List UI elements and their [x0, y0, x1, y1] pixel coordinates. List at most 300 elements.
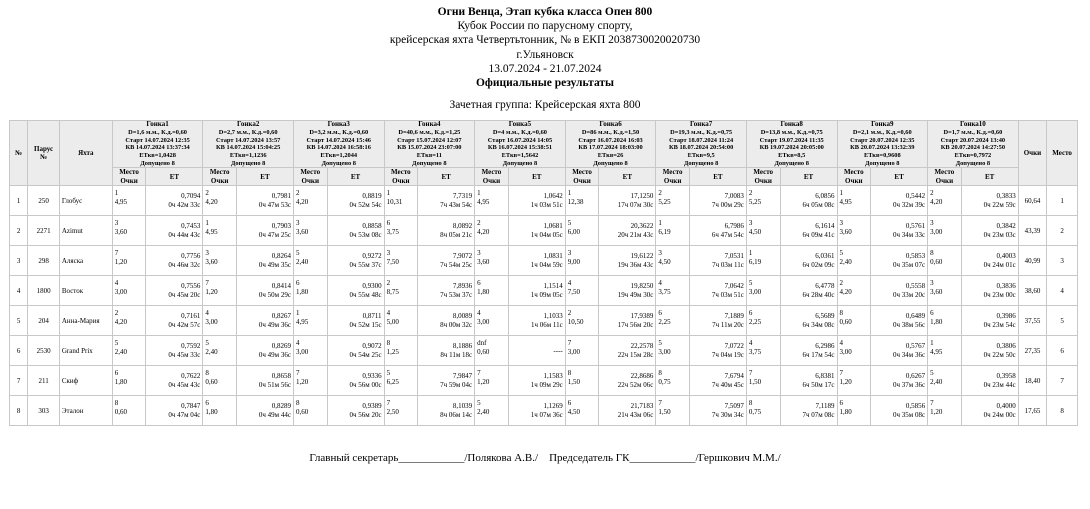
- race-et: [236, 396, 293, 426]
- race-place: 7: [748, 369, 753, 378]
- race-et: [599, 306, 656, 336]
- race-et: [236, 216, 293, 246]
- race-et-value: 1,1514: [543, 282, 563, 291]
- race-place: 5: [839, 249, 843, 258]
- race-points: 1,80: [205, 408, 218, 417]
- race-et-value: 8,1039: [452, 402, 473, 411]
- race-et: [780, 396, 837, 426]
- race-et: [689, 366, 746, 396]
- race-et-value: 6,4778: [815, 282, 835, 291]
- race-et: [961, 276, 1018, 306]
- race-et-time: 6ч 05м 08с: [802, 200, 835, 209]
- race-name: Гонка9: [871, 120, 894, 129]
- race-place: 2: [658, 189, 662, 198]
- race-et-time: 7ч 43м 54с: [440, 200, 473, 209]
- race-et: [871, 216, 928, 246]
- race-points: 8,75: [386, 288, 399, 297]
- place-points-subheader: Место Очки: [565, 168, 599, 186]
- race-points: 1,80: [839, 408, 852, 417]
- race-info-line: КВ 19.07.2024 20:05:00: [759, 144, 824, 152]
- race-place: 3: [386, 249, 391, 258]
- et-subheader: ЕТ: [871, 168, 928, 186]
- race-points: 3,60: [839, 228, 852, 237]
- race-place-points: [928, 246, 962, 276]
- race-et: [146, 246, 203, 276]
- race-et: [961, 396, 1018, 426]
- place-points-subheader: Место Очки: [837, 168, 871, 186]
- sail-number: 211: [28, 366, 60, 396]
- race-place-points: [837, 246, 871, 276]
- race-et-value: 0,7981: [271, 192, 291, 201]
- race-place: 2: [114, 309, 119, 318]
- race-et-time: 21ч 43м 06с: [617, 410, 654, 419]
- race-points: 6,19: [748, 258, 762, 267]
- race-et-time: 1ч 09м 05с: [530, 290, 563, 299]
- race-place: 4: [748, 339, 753, 348]
- race-place-points: [475, 306, 509, 336]
- race-points: 3,00: [567, 348, 580, 357]
- race-et: [871, 246, 928, 276]
- race-info-line: Старт 20.07.2024 13:40: [940, 136, 1006, 144]
- yacht-name: Azimut: [59, 216, 112, 246]
- race-points: 12,38: [567, 198, 584, 207]
- race-place: 4: [567, 279, 572, 288]
- race-points: 3,00: [114, 288, 128, 297]
- race-info-line: Допущено 8: [140, 159, 175, 167]
- race-place: 7: [477, 369, 481, 378]
- race-points: 5,00: [386, 318, 399, 327]
- race-et-value: 20,3622: [630, 222, 654, 231]
- results-label: Официальные результаты: [475, 77, 615, 90]
- race-place: 8: [839, 309, 843, 318]
- race-place-points: [112, 396, 146, 426]
- race-points: 1,20: [205, 288, 218, 297]
- race-points: 1,20: [477, 378, 490, 387]
- col-yacht-header: Яхта: [59, 121, 112, 186]
- race-info-line: КВ 20.07.2024 14:27:50: [940, 144, 1006, 152]
- yacht-name: Анна-Мария: [59, 306, 112, 336]
- race-et-time: 8ч 11м 18с: [440, 350, 473, 359]
- race-info-line: D=13,8 м.м., К.д.=0,75: [760, 128, 823, 136]
- race-place: 8: [930, 249, 934, 258]
- race-et-value: 6,0856: [815, 192, 835, 201]
- race-et: [508, 276, 565, 306]
- secretary-name: /Полякова А.В./: [464, 452, 539, 465]
- race-et-time: 0ч 49м 35с: [258, 260, 291, 269]
- race-et: [327, 306, 384, 336]
- race-et: [599, 246, 656, 276]
- race-place-points: [656, 276, 690, 306]
- race-points: 4,20: [205, 198, 218, 207]
- race-et: [236, 276, 293, 306]
- race-header: [384, 121, 475, 168]
- race-et-value: 0,6267: [905, 372, 926, 381]
- race-points: 3,00: [930, 228, 943, 237]
- race-place-points: [565, 216, 599, 246]
- secretary-label: Главный секретарь: [309, 452, 399, 465]
- race-et-time: 0ч 53м 08с: [349, 230, 382, 239]
- race-place-points: [928, 306, 962, 336]
- sail-number: 298: [28, 246, 60, 276]
- race-info-line: КВ 14.07.2024 15:04:25: [216, 144, 281, 152]
- race-header: [203, 121, 294, 168]
- race-place: 5: [658, 339, 662, 348]
- race-info-line: Старт 20.07.2024 12:35: [850, 136, 915, 144]
- row-number: 3: [10, 246, 28, 276]
- race-et: [327, 246, 384, 276]
- race-place-points: [384, 336, 418, 366]
- race-place-points: [293, 396, 327, 426]
- et-subheader: ЕТ: [236, 168, 293, 186]
- total-points: 40,99: [1018, 246, 1047, 276]
- race-et-time: 0ч 23м 00с: [983, 290, 1016, 299]
- race-et: [508, 366, 565, 396]
- race-header: [112, 121, 203, 168]
- race-place-points: [203, 186, 237, 216]
- race-et-time: 0ч 35м 07с: [893, 260, 926, 269]
- race-place-points: [656, 216, 690, 246]
- race-et: [236, 306, 293, 336]
- total-points: 43,39: [1018, 216, 1047, 246]
- race-points: 1,20: [295, 378, 309, 387]
- race-place: dnf: [477, 339, 487, 348]
- table-row: [10, 366, 1078, 396]
- race-points: 0,60: [477, 348, 490, 357]
- race-et-time: 0ч 52м 15с: [349, 320, 382, 329]
- race-place-points: [293, 336, 327, 366]
- race-place: 3: [658, 249, 662, 258]
- race-et-time: 0ч 45м 20с: [168, 290, 201, 299]
- race-place: 2: [567, 309, 572, 318]
- race-place-points: [475, 366, 509, 396]
- race-place-points: [112, 246, 146, 276]
- race-points: 1,50: [658, 408, 671, 417]
- race-place-points: [837, 216, 871, 246]
- race-info-line: Старт 16.07.2024 14:05: [487, 136, 553, 144]
- race-info-line: ЕТкв=0,7972: [954, 152, 992, 160]
- race-et-time: 6ч 50м 17с: [802, 380, 835, 389]
- race-place-points: [837, 336, 871, 366]
- col-place-header: Место: [1047, 121, 1078, 186]
- race-name: Гонка8: [780, 120, 803, 129]
- yacht-name: Эталон: [59, 396, 112, 426]
- race-place-points: [746, 336, 780, 366]
- race-place-points: [656, 336, 690, 366]
- race-et-value: 0,7847: [181, 402, 201, 411]
- race-points: 2,40: [295, 258, 309, 267]
- race-place-points: [384, 306, 418, 336]
- race-et-time: 0ч 51м 56с: [258, 380, 291, 389]
- race-et-time: 0ч 55м 48с: [349, 290, 382, 299]
- race-place-points: [837, 186, 871, 216]
- race-et-time: 6ч 34м 08с: [802, 320, 835, 329]
- race-et-value: 6,2986: [815, 342, 835, 351]
- race-et-value: 7,9847: [452, 372, 473, 381]
- race-et-value: 0,5856: [905, 402, 926, 411]
- race-place: 2: [477, 219, 481, 228]
- scoring-group: Зачетная группа: Крейсерская яхта 800: [449, 99, 641, 112]
- race-et: [146, 306, 203, 336]
- race-et-value: 1,1269: [543, 402, 563, 411]
- race-place-points: [384, 216, 418, 246]
- race-et-value: 1,0831: [543, 252, 563, 261]
- race-place-points: [112, 186, 146, 216]
- race-place: 1: [386, 189, 391, 198]
- race-et-time: 7ч 53м 37с: [440, 290, 473, 299]
- race-et: [146, 186, 203, 216]
- race-place: 3: [477, 249, 481, 258]
- race-et-value: 1,0681: [543, 222, 563, 231]
- race-points: 2,50: [386, 408, 399, 417]
- race-points: 9,00: [567, 258, 580, 267]
- race-info-line: ЕТкв=26: [597, 152, 624, 160]
- race-points: 4,95: [477, 198, 490, 207]
- race-et-value: 7,0531: [724, 252, 744, 261]
- race-place: 3: [748, 219, 753, 228]
- race-et-value: 7,0083: [724, 192, 744, 201]
- race-place-points: [565, 306, 599, 336]
- et-subheader: ЕТ: [961, 168, 1018, 186]
- race-et: [780, 366, 837, 396]
- race-et: [689, 186, 746, 216]
- race-place-points: [203, 216, 237, 246]
- place-points-subheader: Место Очки: [112, 168, 146, 186]
- table-row: [10, 216, 1078, 246]
- race-place-points: [384, 396, 418, 426]
- race-et-time: 0ч 24м 01с: [983, 260, 1016, 269]
- race-et: [327, 276, 384, 306]
- race-place: 5: [114, 339, 119, 348]
- race-et-value: 1,1033: [543, 312, 563, 321]
- race-place-points: [293, 186, 327, 216]
- race-points: 4,20: [295, 198, 309, 207]
- race-et: [327, 186, 384, 216]
- race-points: 3,60: [930, 288, 943, 297]
- race-points: 3,00: [658, 348, 671, 357]
- race-et-time: 19ч 49м 30с: [617, 290, 654, 299]
- race-name: Гонка1: [146, 120, 169, 129]
- total-points: 18,40: [1018, 366, 1047, 396]
- race-et: [146, 276, 203, 306]
- race-et-value: 0,3836: [996, 282, 1016, 291]
- race-info-line: Допущено 8: [593, 159, 628, 167]
- race-et-time: 7ч 54м 25с: [440, 260, 473, 269]
- race-place-points: [565, 276, 599, 306]
- total-points: 27,35: [1018, 336, 1047, 366]
- race-name: Гонка10: [959, 120, 986, 129]
- race-et: [961, 336, 1018, 366]
- race-et-time: 7ч 03м 11с: [712, 260, 744, 269]
- race-place: 3: [839, 219, 843, 228]
- race-points: 2,25: [748, 318, 762, 327]
- race-place-points: [293, 306, 327, 336]
- race-et: [236, 246, 293, 276]
- race-et-time: 0ч 54м 25с: [349, 350, 382, 359]
- race-et-time: 0ч 56м 20с: [349, 410, 382, 419]
- race-info-line: КВ 18.07.2024 20:54:00: [668, 144, 734, 152]
- race-place-points: [475, 246, 509, 276]
- race-name: Гонка7: [689, 120, 713, 129]
- race-points: 4,95: [114, 198, 128, 207]
- race-et-value: 7,9072: [452, 252, 473, 261]
- race-place: 1: [295, 309, 300, 318]
- race-place-points: [203, 276, 237, 306]
- race-et: [236, 366, 293, 396]
- race-points: 10,31: [386, 198, 403, 207]
- race-points: 4,95: [839, 198, 852, 207]
- row-number: 1: [10, 186, 28, 216]
- race-points: 1,50: [748, 378, 762, 387]
- race-et-time: 0ч 47м 25с: [258, 230, 291, 239]
- final-place: 3: [1047, 246, 1078, 276]
- race-place-points: [475, 396, 509, 426]
- race-place: 4: [386, 309, 391, 318]
- race-place: 6: [567, 399, 572, 408]
- race-et-time: 0ч 23м 03с: [983, 230, 1016, 239]
- race-et: [418, 306, 475, 336]
- race-place-points: [112, 276, 146, 306]
- race-info-line: Старт 19.07.2024 11:35: [759, 136, 824, 144]
- race-place-points: [203, 366, 237, 396]
- place-points-subheader: Место Очки: [203, 168, 237, 186]
- race-points: 3,00: [748, 288, 762, 297]
- race-et-time: 0ч 35м 08с: [893, 410, 926, 419]
- race-place-points: [475, 276, 509, 306]
- race-et-value: 0,9272: [362, 252, 382, 261]
- race-et: [599, 336, 656, 366]
- race-place: 3: [295, 219, 300, 228]
- race-points: 7,50: [567, 288, 580, 297]
- race-et-time: 0ч 56м 00с: [349, 380, 382, 389]
- race-et: [689, 396, 746, 426]
- event-subtitle: Кубок России по парусному спорту,: [457, 20, 633, 33]
- table-row: [10, 336, 1078, 366]
- race-et: [418, 336, 475, 366]
- col-sail-header: Парус №: [28, 121, 60, 186]
- race-place-points: [746, 396, 780, 426]
- race-et-time: 0ч 38м 56с: [893, 320, 926, 329]
- race-place-points: [565, 246, 599, 276]
- race-et: [961, 366, 1018, 396]
- race-info-line: КВ 17.07.2024 18:03:00: [578, 144, 643, 152]
- et-subheader: ЕТ: [689, 168, 746, 186]
- race-points: 4,95: [295, 318, 309, 327]
- race-et-time: 0ч 42м 57с: [168, 320, 201, 329]
- table-row: [10, 186, 1078, 216]
- sail-number: 250: [28, 186, 60, 216]
- et-subheader: ЕТ: [508, 168, 565, 186]
- race-et-value: 0,6489: [905, 312, 926, 321]
- race-et-time: 0ч 45м 43с: [168, 380, 201, 389]
- race-place: 5: [295, 249, 300, 258]
- race-et-time: 1ч 07м 36с: [530, 410, 563, 419]
- race-info-line: Допущено 8: [502, 159, 538, 167]
- race-info-line: Старт 15.07.2024 12:07: [397, 136, 462, 144]
- race-place: 6: [205, 399, 209, 408]
- race-name: Гонка5: [508, 120, 532, 129]
- race-place-points: [746, 306, 780, 336]
- race-points: 2,40: [930, 378, 943, 387]
- race-place: 2: [930, 189, 934, 198]
- total-points: 37,55: [1018, 306, 1047, 336]
- race-et-time: 7ч 07м 08с: [802, 410, 835, 419]
- final-place: 4: [1047, 276, 1078, 306]
- race-info-line: Допущено 8: [865, 159, 900, 167]
- race-place: 1: [567, 189, 572, 198]
- race-name: Гонка3: [327, 120, 350, 129]
- race-header: [656, 121, 747, 168]
- race-place: 8: [748, 399, 753, 408]
- race-info-line: D=19,3 м.м., К.д.=0,75: [670, 128, 733, 136]
- race-et-value: 7,0722: [724, 342, 744, 351]
- race-et-value: 0,8819: [362, 192, 382, 201]
- race-et-time: 6ч 02м 09с: [802, 260, 835, 269]
- race-points: 3,60: [114, 228, 128, 237]
- race-et: [961, 216, 1018, 246]
- yacht-name: Grand Prix: [59, 336, 112, 366]
- place-points-subheader: Место Очки: [475, 168, 509, 186]
- et-subheader: ЕТ: [780, 168, 837, 186]
- race-points: 4,20: [930, 198, 943, 207]
- race-points: 3,75: [658, 288, 671, 297]
- race-place-points: [656, 246, 690, 276]
- race-info-line: Старт 14.07.2024 12:35: [125, 136, 190, 144]
- race-info-line: Допущено 8: [321, 159, 356, 167]
- place-points-subheader: Место Очки: [746, 168, 780, 186]
- race-et-value: 0,7592: [181, 342, 201, 351]
- race-place: 3: [930, 279, 934, 288]
- race-place-points: [475, 336, 509, 366]
- race-header: [746, 121, 837, 168]
- race-et-time: 0ч 22м 59с: [983, 200, 1016, 209]
- race-points: 0,60: [295, 408, 309, 417]
- race-place-points: [112, 366, 146, 396]
- race-info-line: КВ 14.07.2024 13:37:34: [125, 144, 190, 152]
- race-et-value: 0,9072: [362, 342, 382, 351]
- race-place: 6: [295, 279, 300, 288]
- final-place: 7: [1047, 366, 1078, 396]
- race-points: 0,60: [205, 378, 218, 387]
- race-et: [689, 246, 746, 276]
- row-number: 4: [10, 276, 28, 306]
- race-et-value: 7,0642: [724, 282, 744, 291]
- race-info-line: D=1,6 м.м., К.д.=0,60: [128, 128, 187, 136]
- race-place-points: [656, 186, 690, 216]
- race-points: 3,75: [748, 348, 762, 357]
- race-et: [508, 336, 565, 366]
- race-et: [418, 186, 475, 216]
- race-et-value: 6,8381: [815, 372, 835, 381]
- table-row: [10, 306, 1078, 336]
- chair-name: /Гершкович М.М./: [695, 452, 781, 465]
- race-et: [599, 366, 656, 396]
- table-row: [10, 246, 1078, 276]
- race-place: 2: [386, 279, 391, 288]
- et-subheader: ЕТ: [327, 168, 384, 186]
- race-et-value: 17,9389: [630, 312, 654, 321]
- col-points-header: Очки: [1018, 121, 1047, 186]
- race-et: [780, 276, 837, 306]
- total-points: 60,64: [1018, 186, 1047, 216]
- row-number: 2: [10, 216, 28, 246]
- race-et-value: 22,2578: [630, 342, 654, 351]
- race-points: 6,00: [567, 228, 580, 237]
- race-et-value: 0,3806: [996, 342, 1016, 351]
- race-points: 3,60: [295, 228, 309, 237]
- race-place-points: [384, 276, 418, 306]
- race-points: 4,50: [748, 228, 762, 237]
- race-et-time: 6ч 47м 54с: [711, 230, 744, 239]
